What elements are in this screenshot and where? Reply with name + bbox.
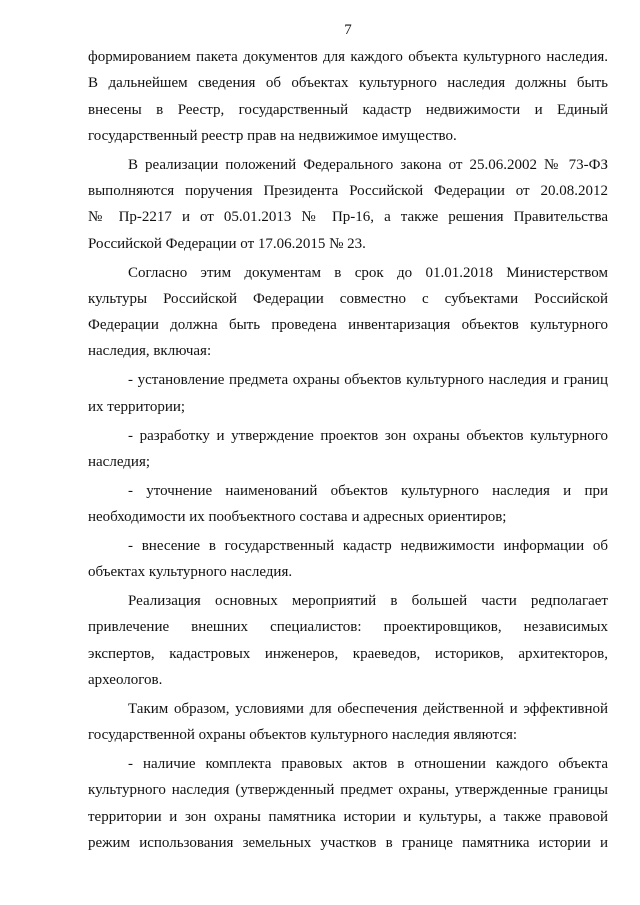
text-line: - уточнение наименований объектов культурного наследия и при <box>128 482 608 499</box>
text-line: культуры Российской Федерации совместно с субъектами Российской <box>88 290 608 307</box>
text-line: - наличие комплекта правовых актов в отношении каждого объекта <box>128 756 608 773</box>
list-item <box>88 478 608 531</box>
paragraph <box>88 44 608 149</box>
text-line: - установление предмета охраны объектов культурного наследия и границ <box>128 372 608 389</box>
text-line: Федерации должна быть проведена инвентаризация объектов культурного <box>88 317 608 334</box>
page-number: 7 <box>344 22 352 38</box>
text-line: наследия, включая: <box>88 343 212 360</box>
text-line: государственной охраны объектов культурного наследия являются: <box>88 727 518 744</box>
text-line: - разработку и утверждение проектов зон охраны объектов культурного <box>128 427 608 444</box>
paragraph <box>88 696 608 749</box>
text-line: Реализация основных мероприятий в большей части редполагает <box>128 593 608 610</box>
text-line: экспертов, кадастровых инженеров, краеведов, историков, архитекторов, <box>88 645 608 662</box>
text-line: государственный реестр прав на недвижимое имущество. <box>88 127 457 144</box>
text-line: - внесение в государственный кадастр недвижимости информации об <box>128 537 608 554</box>
text-line: наследия; <box>88 453 151 470</box>
document-body <box>88 44 608 856</box>
text-line: Таким образом, условиями для обеспечения действенной и эффективной <box>128 700 608 717</box>
paragraph <box>88 152 608 257</box>
text-line: культурного наследия (утвержденный предмет охраны, утвержденные границы <box>88 782 608 799</box>
text-line: В дальнейшем сведения об объектах культурного наследия должны быть <box>88 75 608 92</box>
list-item <box>88 751 608 856</box>
text-line: В реализации положений Федерального закона от 25.06.2002 № 73-ФЗ <box>128 156 608 173</box>
list-item <box>88 367 608 420</box>
list-item <box>88 533 608 586</box>
text-line: внесены в Реестр, государственный кадастр недвижимости и Единый <box>88 101 608 118</box>
text-line: № Пр-2217 и от 05.01.2013 № Пр-16, а также решения Правительства <box>88 209 608 226</box>
list-item <box>88 423 608 476</box>
paragraph <box>88 260 608 365</box>
text-line: режим использования земельных участков в границе памятника истории и <box>88 834 608 851</box>
paragraph <box>88 588 608 693</box>
text-line: территории и зон охраны памятника истории и культуры, а также правовой <box>88 808 608 825</box>
text-line: археологов. <box>88 671 163 688</box>
text-line: выполняются поручения Президента Российской Федерации от 20.08.2012 <box>88 183 608 200</box>
text-line: Российской Федерации от 17.06.2015 № 23. <box>88 235 366 252</box>
text-line: привлечение внешних специалистов: проектировщиков, независимых <box>88 619 608 636</box>
text-line: формированием пакета документов для каждого объекта культурного наследия. <box>88 49 608 65</box>
text-line: их территории; <box>88 398 186 415</box>
text-line: необходимости их пообъектного состава и адресных ориентиров; <box>88 509 507 526</box>
text-line: Согласно этим документам в срок до 01.01.2018 Министерством <box>128 264 608 281</box>
text-line: объектах культурного наследия. <box>88 564 293 581</box>
